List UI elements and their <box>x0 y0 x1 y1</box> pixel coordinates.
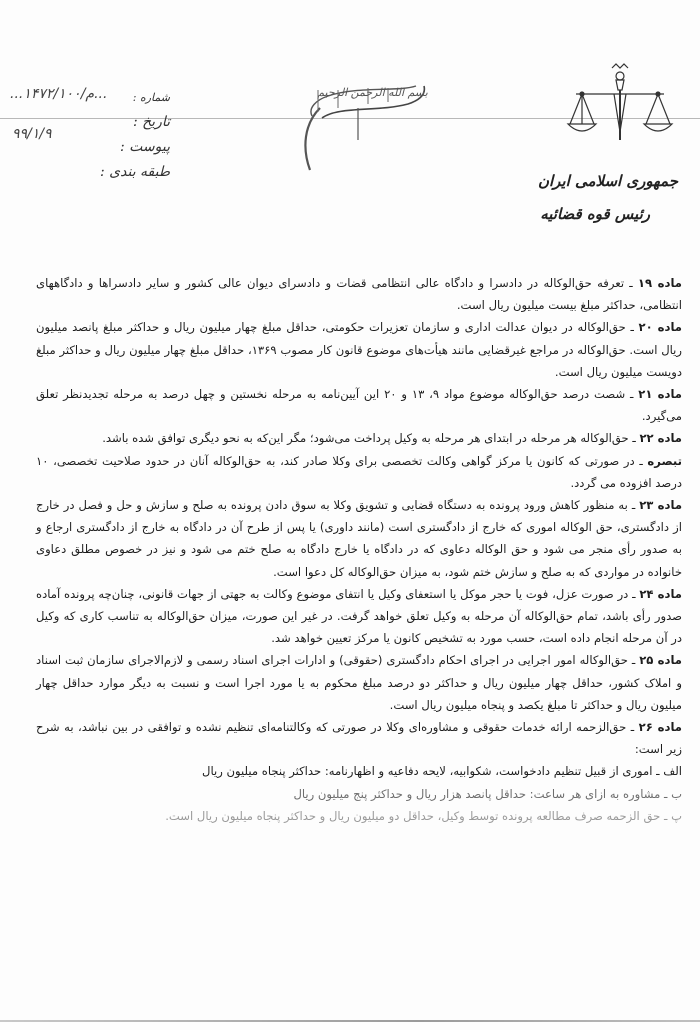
article-text: ـ حق‌الوکاله امور اجرایی در اجرای احکام دادگستری (حقوقی) و ادارات اجرای اسناد رسمی و لازم‌الاجرای سازمان ثبت اسناد و املاک کشور، حداقل چهار میلیون ریال و حداکثر دو درصد مبلغ محکوم به یا مورد اجرا است و نسبت به دیگر موارد حداقل چهار میلیون ریال و حداکثر تا مبلغ یکصد و پنجاه میلیون ریال است. <box>36 653 682 712</box>
article-text: ـ به منظور کاهش ورود پرونده به دستگاه قضایی و تشویق وکلا به سوق دادن پرونده به صلح و سازش و حل و فصل در خارج از دادگستری، حق الوکاله اموری که خارج از دادگستری است (مانند داوری) یا پس از طرح آن در دادگاه به خارج از دادگستری ارجاع و به صدور رأی منجر می شود و حق الوکاله دعاوی که در دادگاه یا خارج دادگاه به صلح ختم می شود و نیز در خصوص مطلق دعاوی خانواده در مواردی که به صلح و سازش ختم شود، به میزان حق‌الوکاله کل دعوا است. <box>36 498 682 579</box>
article-text: ـ تعرفه حق‌الوکاله در دادسرا و دادگاه عالی انتظامی قضات و دادسرای دیوان عالی کشور و سایر دادسراها و دادگاههای انتظامی، حداکثر مبلغ بیست میلیون ریال است. <box>36 276 682 313</box>
note-tabsareh <box>36 450 682 494</box>
article-heading: ماده ۲۲ <box>639 431 682 446</box>
number-label: شماره : <box>132 91 170 104</box>
article-heading: ماده ۲۴ <box>639 586 682 601</box>
attachment-label: پیوست : <box>120 139 170 155</box>
article-24 <box>36 583 682 650</box>
article-19 <box>36 272 682 316</box>
article-heading: ماده ۲۱ <box>638 387 682 402</box>
article-heading: ماده ۲۶ <box>638 720 682 735</box>
note-text: ـ در صورتی که کانون یا مرکز گواهی وکالت تخصصی برای وکلا صادر کند، به حق‌الوکاله آنان در حدود صلاحیت تخصصی، ۱۰ درصد افزوده می گردد. <box>36 453 682 490</box>
article-22 <box>36 427 682 449</box>
article-text: ـ در صورت عزل، فوت یا حجر موکل یا استعفای وکیل یا انتفای موضوع وکالت به جهتی از جهات قانونی، چنان‌چه پرونده آماده صدور رأی باشد، تمام حق‌الوکاله آن مرحله به وکیل تعلق خواهد گرفت. در غیر این صورت، میزان حق‌الوکاله به تناسب کاری که وکیل در آن مرحله انجام داده است، حسب مورد به تشخیص کانون یا مرکز تعیین خواهد شد. <box>36 586 682 646</box>
article-20 <box>36 316 682 383</box>
list-item-be: ب ـ مشاوره به ازای هر ساعت: حداقل پانصد هزار ریال و حداکثر پنج میلیون ریال <box>293 786 682 801</box>
article-text: ـ حق‌الزحمه ارائه خدمات حقوقی و مشاوره‌ای وکلا در صورتی که وکالتنامه‌ای تنظیم نشده و توافقی در بین نباشد، به شرح زیر است: <box>36 720 682 757</box>
scales-of-justice-emblem-icon <box>564 62 674 162</box>
classification-label: طبقه بندی : <box>100 164 170 180</box>
article-heading: ماده ۲۳ <box>639 498 682 513</box>
list-item-pe: پ ـ حق الزحمه صرف مطالعه پرونده توسط وکیل، حداقل دو میلیون ریال و حداکثر پنجاه میلیون ریال است. <box>165 808 682 823</box>
letter-number-value: ...۱۴۷۲/۱۰۰/م... <box>10 86 108 102</box>
list-item-alef: الف ـ اموری از قبیل تنظیم دادخواست، شکوابیه، لایحه دفاعیه و اظهارنامه: حداکثر پنجاه میلیون ریال <box>202 764 682 779</box>
article-text: ـ حق‌الوکاله در دیوان عدالت اداری و سازمان تعزیرات حکومتی، حداقل مبلغ چهار میلیون ریال و حداکثر مبلغ پانصد میلیون ریال است. حق‌الوکاله در مراجع غیرقضایی مانند هیأت‌های موضوع قانون کار مصوب ۱۳۶۹، حداقل مبلغ چهار میلیون ریال و حداکثر مبلغ دویست میلیون ریال است. <box>36 320 682 379</box>
article-text: ـ حق‌الوکاله هر مرحله در ابتدای هر مرحله به وکیل پرداخت می‌شود؛ مگر این‌که به نحو دیگری توافق شده باشد. <box>102 431 640 446</box>
bismillah-text: بسم الله الرحمن الرحیم <box>317 86 428 99</box>
article-heading: ماده ۲۰ <box>638 320 682 335</box>
article-23 <box>36 494 682 583</box>
letter-date-value: ۹۹/۱/۹ <box>12 126 52 142</box>
document-body <box>36 272 682 827</box>
note-heading: تبصره <box>647 453 682 468</box>
article-25 <box>36 649 682 716</box>
article-26 <box>36 716 682 760</box>
letter-meta-labels <box>100 85 170 185</box>
article-heading: ماده ۲۵ <box>639 653 682 668</box>
scan-edge-line <box>0 1020 700 1022</box>
date-label: تاریخ : <box>132 114 170 130</box>
article-heading: ماده ۱۹ <box>637 276 682 290</box>
article-text: ـ شصت درصد حق‌الوکاله موضوع مواد ۹، ۱۳ و ۲۰ این آیین‌نامه به مرحله نخستین و چهل درصد به مرحله تجدیدنظر تعلق می‌گیرد. <box>36 387 682 424</box>
article-21 <box>36 383 682 427</box>
org-office-name: رئیس قوه قضائیه <box>540 205 650 223</box>
org-country-name: جمهوری اسلامی ایران <box>537 172 678 190</box>
